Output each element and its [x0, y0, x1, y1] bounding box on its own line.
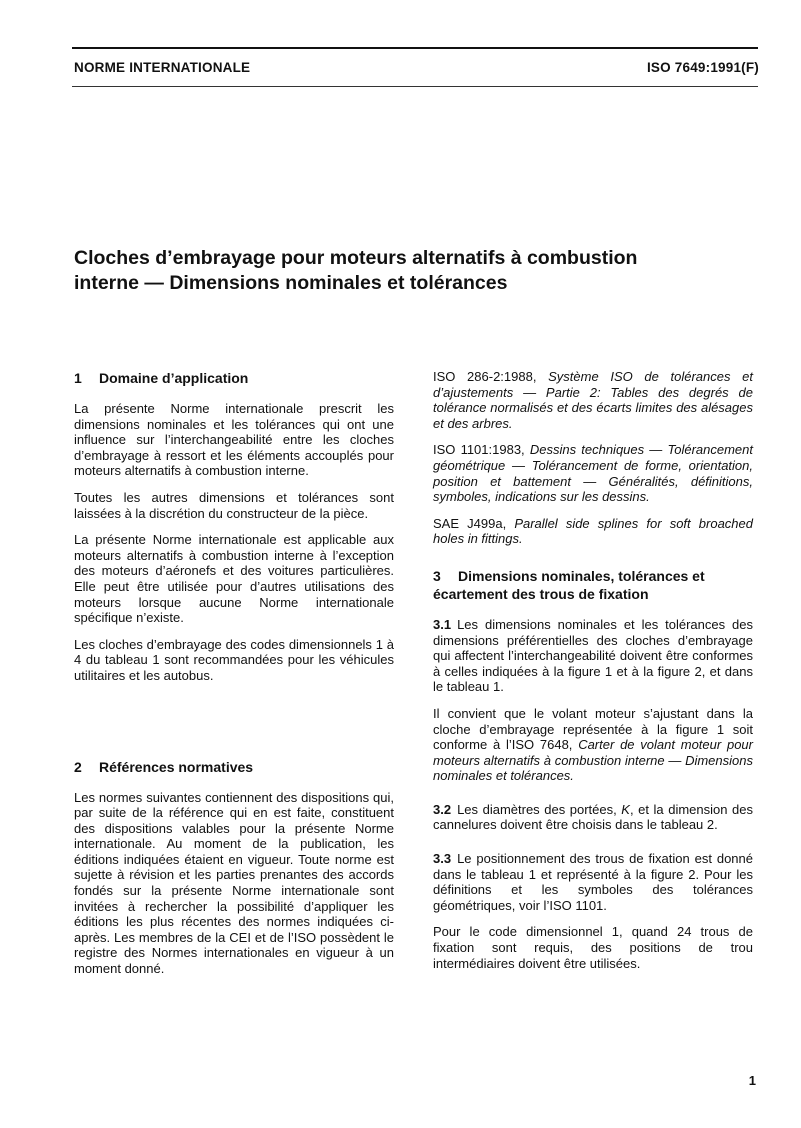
- reference-title: Dessins techniques — Tolérancement géométrique — Tolérancement de forme, orientation, position et battement — Généralités, définitions, symboles, indications sur les dessins.: [433, 442, 753, 505]
- reference-sae-j499a: [433, 516, 753, 547]
- document-reference: ISO 7649:1991(F): [646, 60, 759, 75]
- reference-code: ISO 286-2:1988,: [433, 369, 537, 384]
- reference-title: Système ISO de tolérances et d’ajustements — Partie 2: Tables des degrés de tolérance normalisés et des écarts limites des alésages et des arbres.: [433, 369, 753, 431]
- clause-text: Les dimensions nominales et les tolérances des dimensions préférentielles des cloches d’embrayage qui affectent l’interchangeabilité doivent être conformes à celles indiquées à la figure 1 et à la figure 2, et dans le tableau 1.: [433, 616, 753, 695]
- header-bottom-rule: [72, 86, 758, 87]
- section-title-line-1: Dimensions nominales, tolérances et: [458, 567, 705, 584]
- section-1-paragraph: Toutes les autres dimensions et tolérances sont laissées à la discrétion du constructeur de la pièce.: [74, 489, 394, 521]
- header-top-rule: [72, 47, 758, 49]
- clause-3-3: [433, 851, 753, 913]
- clause-number: 3.3: [433, 851, 452, 867]
- page-number: 1: [748, 1073, 756, 1088]
- section-3-heading: [433, 567, 753, 603]
- clause-3-1: [433, 617, 753, 695]
- title-line-1: Cloches d’embrayage pour moteurs alternatifs à combustion: [74, 247, 638, 269]
- section-2-heading: [74, 758, 394, 776]
- right-column: [433, 369, 753, 982]
- clause-text: Les diamètres des portées,: [457, 801, 617, 817]
- reference-title: Parallel side splines for soft broached holes in fittings.: [433, 515, 754, 547]
- left-column: [74, 369, 394, 988]
- reference-iso-286: [433, 369, 753, 431]
- clause-3-3-paragraph-2: Pour le code dimensionnel 1, quand 24 trous de fixation sont requis, des positions de trou intermédiaires doivent être utilisées.: [433, 924, 753, 971]
- section-1-paragraph: La présente Norme internationale est applicable aux moteurs alternatifs à combustion interne à l’exception des moteurs d’aéronefs et des voitures particulières. Elle peut être utilisée pour d’autres utilisations des moteurs lorsque aucune Norme internationale spécifique n’existe.: [74, 532, 394, 626]
- section-number: 1: [74, 370, 82, 386]
- document-title: [74, 246, 764, 296]
- section-1-paragraph: Les cloches d’embrayage des codes dimensionnels 1 à 4 du tableau 1 sont recommandées pour les véhicules utilitaires et les autobus.: [74, 636, 394, 683]
- clause-text: Le positionnement des trous de fixation est donné dans le tableau 1 et représenté à la figure 2. Pour les définitions et les symboles des tolérances géométriques, voir l’ISO 1101.: [433, 851, 753, 913]
- symbol-k: K: [621, 801, 630, 817]
- document-type-label: NORME INTERNATIONALE: [74, 60, 251, 75]
- section-number: 2: [74, 758, 82, 775]
- reference-iso-1101: [433, 442, 753, 504]
- section-title-line-2: écartement des trous de fixation: [433, 585, 649, 602]
- section-1-paragraph: La présente Norme internationale prescrit les dimensions nominales et les tolérances qui ont une influence sur l’interchangeabilité entre les cloches d’embrayage à ressort et les éléments accouplés pour moteurs alternatifs à combustion interne.: [74, 401, 394, 479]
- title-line-2: interne — Dimensions nominales et tolérances: [74, 272, 508, 294]
- reference-code: SAE J499a,: [433, 515, 507, 531]
- clause-3-1-paragraph-2: [433, 706, 753, 784]
- section-title: Références normatives: [99, 758, 254, 775]
- clause-text: , et la dimension des cannelures doivent être choisis dans le tableau 2.: [433, 801, 753, 833]
- section-title: Domaine d’application: [99, 370, 249, 386]
- section-2-paragraph: Les normes suivantes contiennent des dispositions qui, par suite de la référence qui en est faite, constituent des dispositions valables pour la présente Norme internationale. Au moment de la publication, les éditions indiquées étaient en vigueur. Toute norme est sujette à révision et les parties prenantes des accords fondés sur la présente Norme internationale sont invitées à rechercher la possibilité d’appliquer les éditions les plus récentes des normes indiquées ci-après. Les membres de la CEI et de l’ISO possèdent le registre des Normes internationales en vigueur à un moment donné.: [74, 789, 394, 977]
- reference-code: ISO 1101:1983,: [433, 442, 525, 458]
- clause-3-2: [433, 802, 753, 833]
- section-1-heading: [74, 369, 394, 387]
- clause-text: Il convient que le volant moteur s’ajustant dans la cloche d’embrayage représentée à la figure 1 soit conforme à l’ISO 7648,: [433, 705, 753, 753]
- clause-number: 3.2: [433, 801, 452, 817]
- referenced-standard-title: Carter de volant moteur pour moteurs alternatifs à combustion interne — Dimensions nominales et tolérances.: [433, 737, 753, 784]
- section-number: 3: [433, 567, 441, 584]
- clause-number: 3.1: [433, 616, 452, 632]
